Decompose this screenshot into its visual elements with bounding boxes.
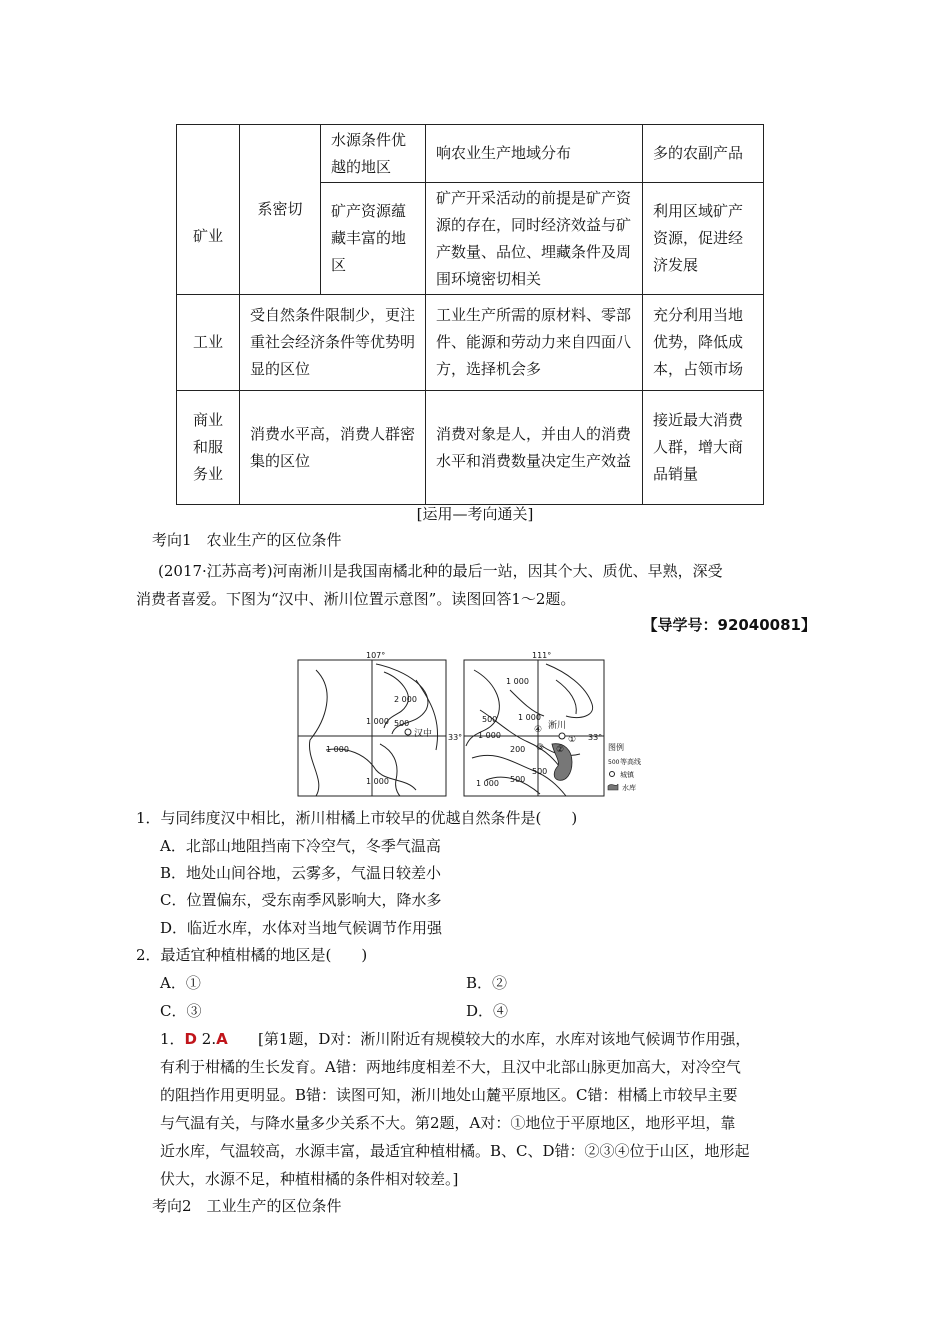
- legend-town-label: 城镇: [620, 771, 634, 779]
- map-mark: ②: [556, 745, 565, 755]
- map-label: 200: [510, 745, 526, 754]
- table-cell-effect: 接近最大消费人群，增大商品销量: [643, 391, 764, 505]
- map-label: 33°: [588, 733, 603, 742]
- map-label: 1 000: [476, 779, 499, 788]
- question-option: D．临近水库，水体对当地气候调节作用强: [160, 919, 443, 937]
- map-city-label: 汉中: [414, 729, 433, 739]
- legend-town-icon: [610, 772, 615, 777]
- kaoxiang-heading: 考向2 工业生产的区位条件: [152, 1197, 342, 1215]
- table-row: [177, 391, 764, 505]
- answer-letter: A: [216, 1030, 228, 1048]
- question-stem: 1．与同纬度汉中相比，淅川柑橘上市较早的优越自然条件是( ): [136, 809, 578, 827]
- question-option: B．②: [466, 974, 508, 992]
- map-label: 500: [482, 715, 498, 724]
- legend-title: 图例: [608, 743, 624, 752]
- map-label: 500: [394, 719, 410, 728]
- answer-explanation: 的阻挡作用更明显。B错：读图可知，淅川地处山麓平原地区。C错：柑橘上市较早主要: [160, 1086, 738, 1104]
- table-cell-location: 水源条件优越的地区: [321, 125, 426, 183]
- question-option: A．北部山地阻挡南下冷空气，冬季气温高: [160, 837, 441, 855]
- city-xichuan-marker: [559, 733, 565, 739]
- map-label: 107°: [366, 651, 386, 660]
- table-cell-effect: 多的农副产品: [643, 125, 764, 183]
- question-stem: 2．最适宜种植柑橘的地区是( ): [136, 946, 368, 964]
- map-label: 1 000: [518, 713, 541, 722]
- map-label: 500: [532, 767, 548, 776]
- map-label: 1 000: [366, 777, 389, 786]
- answer-explanation: [第1题，D对：淅川附近有规模较大的水库，水库对该地气候调节作用强，: [258, 1030, 751, 1048]
- map-label: 2 000: [394, 695, 417, 704]
- table-cell-category: 矿业: [177, 125, 240, 295]
- map-label: 1 000: [326, 745, 349, 754]
- legend-reservoir-icon: [608, 784, 618, 790]
- location-map-figure: [296, 650, 656, 802]
- city-hanzhong-marker: [405, 729, 411, 735]
- legend-contour-value: 500: [608, 759, 620, 766]
- table-cell-effect: 充分利用当地优势，降低成本，占领市场: [643, 295, 764, 391]
- answer-explanation: 与气温有关，与降水量多少关系不大。第2题，A对：①地位于平原地区，地形平坦，靠: [160, 1114, 736, 1132]
- map-label: 33°: [448, 733, 463, 742]
- map-label: 500: [510, 775, 526, 784]
- table-cell-condition: 受自然条件限制少，更注重社会经济条件等优势明显的区位: [240, 295, 426, 391]
- table-cell-category: 工业: [177, 295, 240, 391]
- answer-key: [160, 1027, 228, 1051]
- intro-text: 消费者喜爱。下图为“汉中、淅川位置示意图”。读图回答1～2题。: [136, 590, 576, 608]
- section-caption: [运用—考向通关]: [416, 505, 534, 523]
- map-mark: ①: [568, 735, 577, 745]
- guide-number: 【导学号：92040081】: [642, 616, 816, 634]
- answer-label: 2.: [201, 1030, 217, 1048]
- question-option: C．位置偏东，受东南季风影响大，降水多: [160, 891, 442, 909]
- table-row: [177, 125, 764, 183]
- question-option: B．地处山间谷地，云雾多，气温日较差小: [160, 864, 442, 882]
- map-mark: ④: [534, 725, 543, 735]
- legend-contour-label: 等高线: [620, 758, 641, 766]
- table-cell-condition: 系密切: [240, 125, 321, 295]
- question-option: D．④: [466, 1002, 509, 1020]
- question-option: C．③: [160, 1002, 202, 1020]
- table-cell-reason: 矿产开采活动的前提是矿产资源的存在，同时经济效益与矿产数量、品位、埋藏条件及周围环境密切相关: [426, 183, 643, 295]
- map-label: 1 000: [506, 677, 529, 686]
- table-cell-effect: 利用区域矿产资源，促进经济发展: [643, 183, 764, 295]
- map-label: 1 000: [366, 717, 389, 726]
- table-row: [177, 295, 764, 391]
- map-mark: ③: [536, 743, 545, 753]
- map-city-label: 淅川: [548, 721, 567, 731]
- kaoxiang-heading: 考向1 农业生产的区位条件: [152, 531, 342, 549]
- table-cell-reason: 响农业生产地域分布: [426, 125, 643, 183]
- answer-explanation: 伏大，水源不足，种植柑橘的条件相对较差。]: [160, 1170, 459, 1188]
- intro-text: (2017·江苏高考)河南淅川是我国南橘北种的最后一站，因其个大、质优、早熟，深受: [158, 562, 723, 580]
- map-label: 111°: [532, 651, 552, 660]
- answer-explanation: 有利于柑橘的生长发育。A错：两地纬度相差不大，且汉中北部山脉更加高大，对冷空气: [160, 1058, 741, 1076]
- table-cell-location: 矿产资源蕴藏丰富的地区: [321, 183, 426, 295]
- location-conditions-table: [176, 124, 764, 505]
- table-cell-reason: 消费对象是人，并由人的消费水平和消费数量决定生产效益: [426, 391, 643, 505]
- answer-explanation: 近水库，气温较高，水源丰富，最适宜种植柑橘。B、C、D错：②③④位于山区，地形起: [160, 1142, 750, 1160]
- legend-reservoir-label: 水库: [622, 784, 636, 792]
- answer-label: 1．: [160, 1030, 185, 1048]
- table-cell-condition: 消费水平高，消费人群密集的区位: [240, 391, 426, 505]
- question-option: A．①: [160, 974, 201, 992]
- map-label: 1 000: [478, 731, 501, 740]
- answer-letter: D: [184, 1030, 197, 1048]
- table-cell-category: 商业和服务业: [177, 391, 240, 505]
- table-cell-reason: 工业生产所需的原材料、零部件、能源和劳动力来自四面八方，选择机会多: [426, 295, 643, 391]
